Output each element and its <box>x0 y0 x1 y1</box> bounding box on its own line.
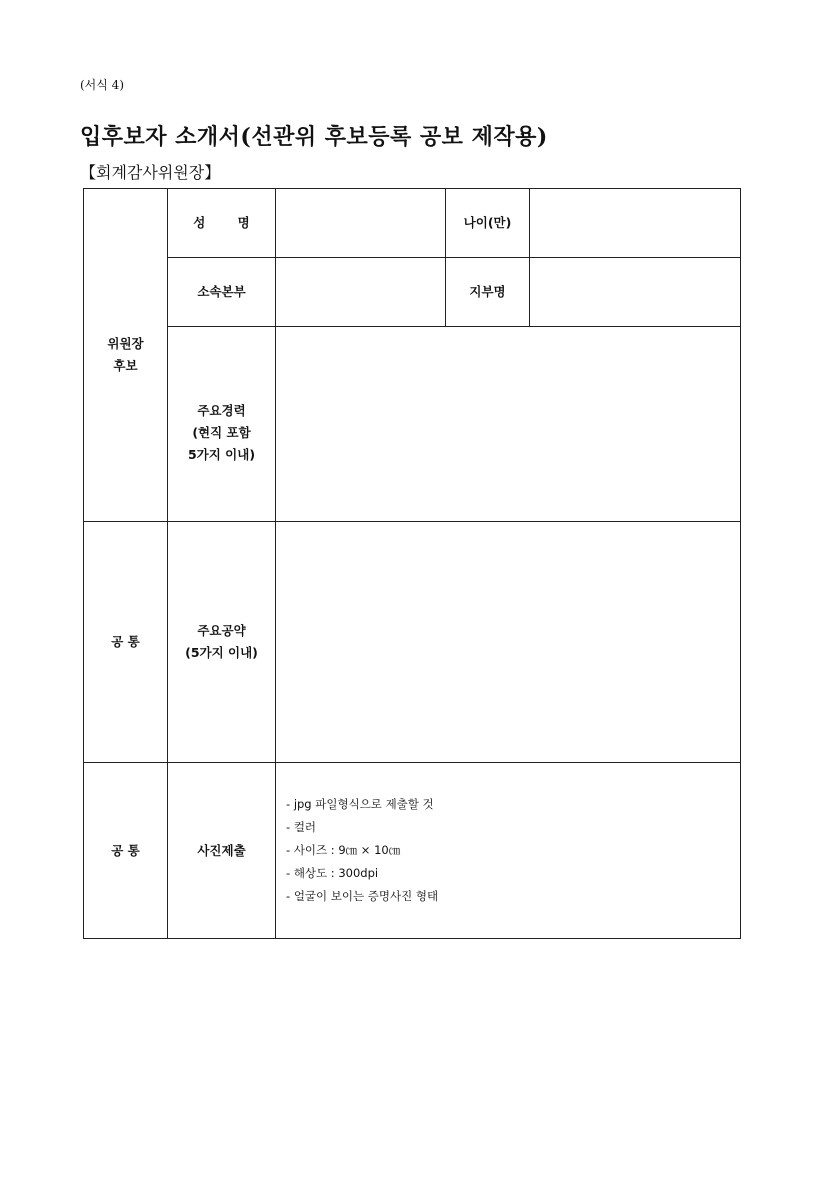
photo-label: 사진제출 <box>168 763 276 939</box>
section-candidate-line: 후보 <box>113 358 138 373</box>
section-candidate-line: 위원장 <box>107 336 144 351</box>
career-label <box>168 327 276 522</box>
age-field[interactable] <box>530 189 741 258</box>
career-field[interactable] <box>276 327 741 522</box>
age-label: 나이(만) <box>446 189 530 258</box>
branch-field[interactable] <box>530 258 741 327</box>
table-row <box>84 189 741 258</box>
table-row <box>84 522 741 763</box>
pledge-label-line: 주요공약 <box>197 623 246 638</box>
photo-guide-list <box>276 793 740 908</box>
name-field[interactable] <box>276 189 446 258</box>
table-row <box>84 258 741 327</box>
section-common: 공 통 <box>84 763 168 939</box>
candidate-form-table <box>83 188 741 939</box>
name-label: 성 명 <box>168 189 276 258</box>
list-item: - 얼굴이 보이는 증명사진 형태 <box>286 885 740 908</box>
photo-guide <box>276 763 741 939</box>
document-subtitle: 【회계감사위원장】 <box>80 163 221 182</box>
pledge-label <box>168 522 276 763</box>
table-row <box>84 763 741 939</box>
hq-label: 소속본부 <box>168 258 276 327</box>
list-item: - 사이즈 : 9㎝ × 10㎝ <box>286 839 740 862</box>
document-title: 입후보자 소개서(선관위 후보등록 공보 제작용) <box>80 124 548 150</box>
list-item: - 해상도 : 300dpi <box>286 862 740 885</box>
career-label-line: 주요경력 <box>197 403 246 418</box>
pledge-field[interactable] <box>276 522 741 763</box>
table-row <box>84 327 741 522</box>
hq-field[interactable] <box>276 258 446 327</box>
career-label-line: (현직 포함 <box>192 425 251 440</box>
section-candidate <box>84 189 168 522</box>
list-item: - 컬러 <box>286 816 740 839</box>
pledge-label-line: (5가지 이내) <box>185 645 258 660</box>
list-item: - jpg 파일형식으로 제출할 것 <box>286 793 740 816</box>
branch-label: 지부명 <box>446 258 530 327</box>
career-label-line: 5가지 이내) <box>187 447 256 462</box>
section-common: 공 통 <box>84 522 168 763</box>
form-number: (서식 4) <box>80 78 124 92</box>
